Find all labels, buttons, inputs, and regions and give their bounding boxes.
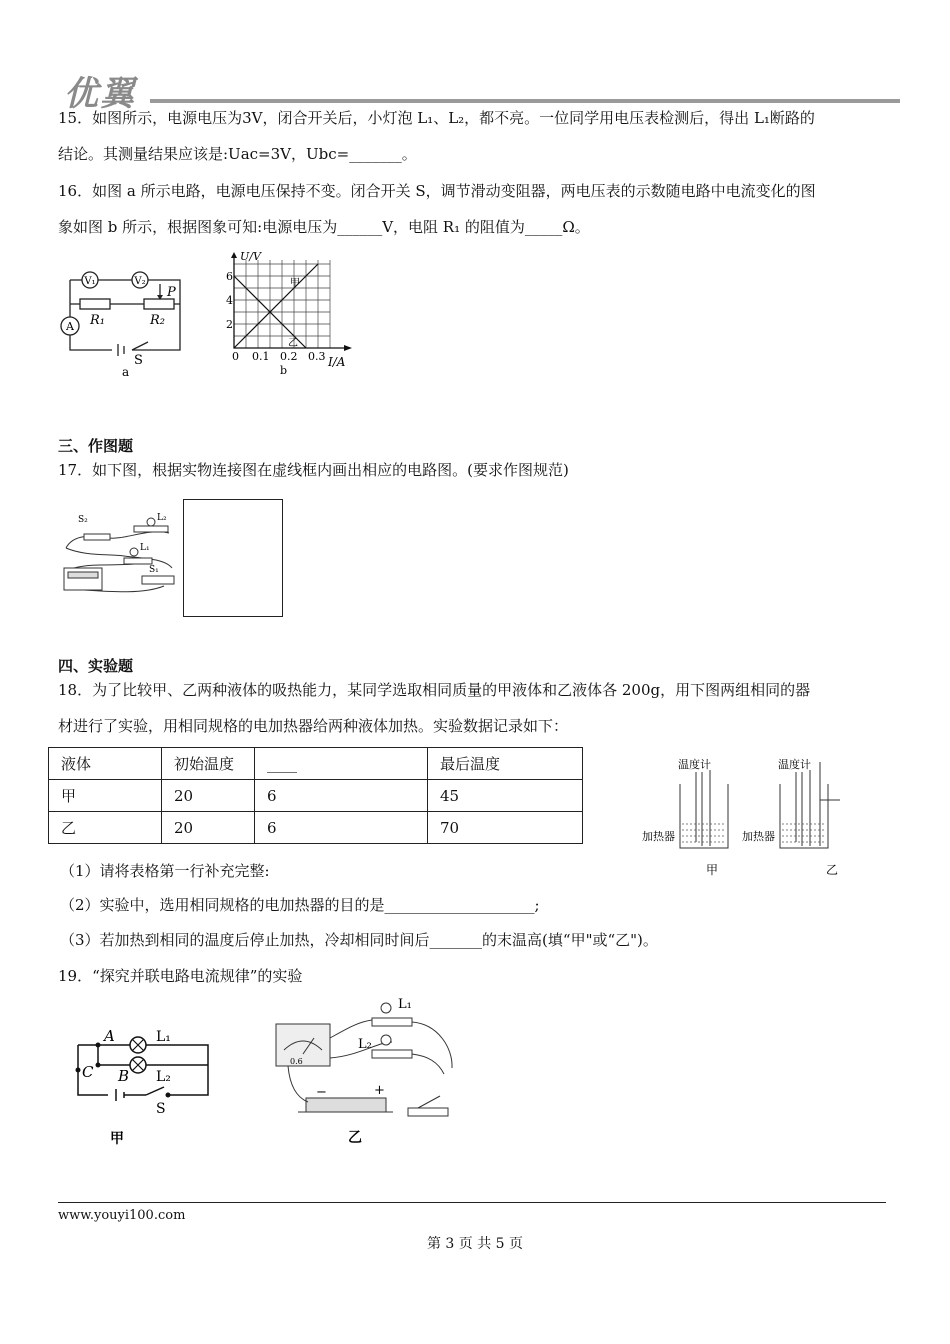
x-tick-03: 0.3 <box>308 350 326 363</box>
line-jia-label: 甲 <box>290 278 300 289</box>
table-row <box>49 812 583 844</box>
l2-label: L₂ <box>156 1069 171 1085</box>
q18-data-table <box>48 747 583 844</box>
q16-line2: 象如图 b 所示，根据图象可知:电源电压为______V，电阻 R₁ 的阻值为_____Ω。 <box>58 218 590 236</box>
v1-label: V₁ <box>84 276 96 287</box>
point-c-label: C <box>82 1063 94 1081</box>
figure-18-beakers <box>640 752 855 880</box>
thermometer-label-yi: 温度计 <box>778 758 811 771</box>
s2-label: S₂ <box>78 515 88 525</box>
table-cell: 6 <box>255 780 428 812</box>
switch-label: S <box>156 1101 166 1117</box>
table-cell: 液体 <box>49 748 162 780</box>
q16-line1: 16．如图 a 所示电路，电源电压保持不变。闭合开关 S，调节滑动变阻器，两电压表的示数随电路中电流变化的图 <box>58 182 816 200</box>
r2-label: R₂ <box>150 313 165 328</box>
x-tick-0: 0 <box>232 350 239 363</box>
l1-label: L₁ <box>398 998 412 1012</box>
footer-page-number: 第 3 页 共 5 页 <box>426 1236 524 1252</box>
table-cell: 甲 <box>49 780 162 812</box>
q15-line1: 15．如图所示，电源电压为3V，闭合开关后，小灯泡 L₁、L₂，都不亮。一位同学用电压表检测后，得出 L₁断路的 <box>58 109 815 127</box>
q18-sub2: （2）实验中，选用相同规格的电加热器的目的是____________________; <box>60 896 540 914</box>
l2-label: L₂ <box>358 1037 372 1052</box>
figure-17-wiring <box>54 508 182 598</box>
drawing-box[interactable] <box>183 499 283 617</box>
l2-label: L₂ <box>157 513 167 523</box>
table-cell: 45 <box>428 780 583 812</box>
y-tick-4: 4 <box>226 294 233 307</box>
q18-sub1: （1）请将表格第一行补充完整: <box>60 862 270 880</box>
meter-range-label: 0.6 <box>290 1057 303 1066</box>
p-label: P <box>167 285 176 300</box>
figure-a-circuit <box>52 262 192 382</box>
figure-19-circuit <box>68 1015 238 1150</box>
table-cell: 乙 <box>49 812 162 844</box>
section3-title: 三、作图题 <box>58 437 134 455</box>
x-tick-01: 0.1 <box>252 350 270 363</box>
figure-19-yi-caption: 乙 <box>348 1130 362 1146</box>
s1-label: S₁ <box>149 565 159 575</box>
figure-19-jia-caption: 甲 <box>110 1131 124 1147</box>
l1-label: L₁ <box>140 543 150 553</box>
point-a-label: A <box>104 1027 115 1045</box>
q17-text: 17．如下图，根据实物连接图在虚线框内画出相应的电路图。(要求作图规范) <box>58 461 569 479</box>
switch-label: S <box>134 353 143 368</box>
q18-sub3: （3）若加热到相同的温度后停止加热，冷却相同时间后_______的末温高(填“甲"或“乙")。 <box>60 931 658 949</box>
q19-text: 19．“探究并联电路电流规律”的实验 <box>58 967 303 985</box>
table-row <box>49 748 583 780</box>
table-cell: 20 <box>162 780 255 812</box>
q18-line2: 材进行了实验，用相同规格的电加热器给两种液体加热。实验数据记录如下： <box>58 717 569 735</box>
header-logo: 优翼 <box>64 74 136 114</box>
figure-b-graph <box>222 250 362 380</box>
v2-label: V₂ <box>134 276 146 287</box>
table-cell: 20 <box>162 812 255 844</box>
x-tick-02: 0.2 <box>280 350 298 363</box>
table-row <box>49 780 583 812</box>
l1-label: L₁ <box>156 1029 171 1045</box>
x-axis-label: I/A <box>328 355 346 369</box>
minus-terminal-label: − <box>316 1085 327 1100</box>
thermometer-label-jia: 温度计 <box>678 758 711 771</box>
heater-label-yi: 加热器 <box>742 830 775 843</box>
footer-rule <box>58 1202 886 1203</box>
table-cell: 70 <box>428 812 583 844</box>
point-b-label: B <box>118 1067 130 1085</box>
y-tick-2: 2 <box>226 318 233 331</box>
y-axis-label: U/V <box>240 250 261 263</box>
ammeter-label: A <box>66 320 74 333</box>
line-yi-label: 乙 <box>288 338 298 349</box>
caption-jia: 甲 <box>706 863 719 877</box>
y-tick-6: 6 <box>226 270 233 283</box>
figure-b-caption: b <box>280 364 288 377</box>
table-cell: 最后温度 <box>428 748 583 780</box>
heater-label-jia: 加热器 <box>642 830 675 843</box>
table-cell[interactable]: ____ <box>255 748 428 780</box>
table-cell: 6 <box>255 812 428 844</box>
caption-yi: 乙 <box>826 863 839 877</box>
header-rule <box>150 99 900 103</box>
figure-19-apparatus <box>268 998 478 1148</box>
plus-terminal-label: + <box>374 1083 385 1098</box>
q18-line1: 18．为了比较甲、乙两种液体的吸热能力，某同学选取相同质量的甲液体和乙液体各 200g，用下图两组相同的器 <box>58 681 811 699</box>
section4-title: 四、实验题 <box>58 657 134 675</box>
r1-label: R₁ <box>90 313 105 328</box>
table-cell: 初始温度 <box>162 748 255 780</box>
footer-url[interactable]: www.youyi100.com <box>58 1208 186 1223</box>
figure-a-caption: a <box>122 365 130 379</box>
q15-line2: 结论。其测量结果应该是:Uac=3V，Ubc=_______。 <box>58 145 417 163</box>
